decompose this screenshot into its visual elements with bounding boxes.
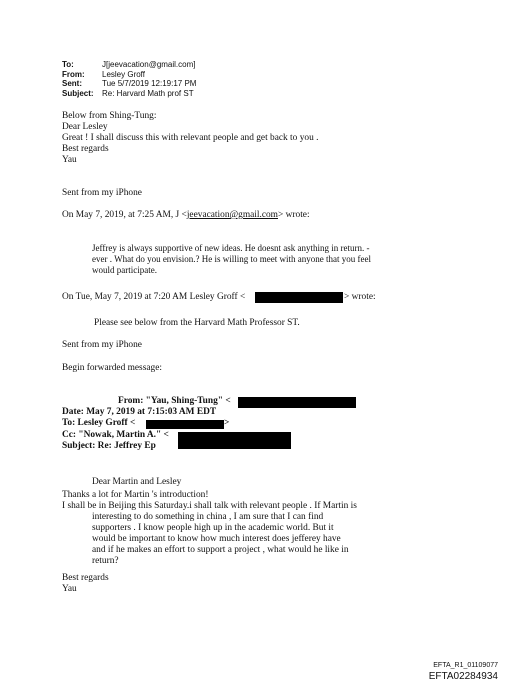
- redaction-box: [146, 420, 224, 429]
- yau-signature: Yau: [62, 584, 77, 594]
- yau-greeting: Dear Martin and Lesley: [92, 477, 182, 487]
- yau-line3: interesting to do something in china , I am sure that I can find: [92, 512, 324, 522]
- yau-line2: I shall be in Beijing this Saturday.i shall talk with relevant people . If Martin is: [62, 501, 357, 511]
- fwd-subject: Subject: Re: Jeffrey Ep: [62, 441, 156, 451]
- quote-j-line3: would participate.: [92, 265, 157, 275]
- reply1-line2: Dear Lesley: [62, 122, 108, 132]
- doc-id-primary: EFTA_R1_01109077: [433, 662, 498, 669]
- yau-line1: Thanks a lot for Martin 's introduction!: [62, 490, 209, 500]
- yau-line5: would be important to know how much interest does jefferey have: [92, 534, 341, 544]
- reply1-line5: Yau: [62, 155, 77, 165]
- doc-id-secondary: EFTA02284934: [428, 671, 498, 682]
- yau-line6: and if he makes an effort to support a project , what would he like in: [92, 545, 349, 555]
- fwd-from: From: "Yau, Shing-Tung" <: [118, 396, 231, 406]
- email-header: [62, 60, 196, 98]
- header-from-label: From:: [62, 69, 85, 79]
- header-subject: [62, 89, 196, 99]
- wrote-1-prefix: On May 7, 2019, at 7:25 AM, J <: [62, 210, 187, 220]
- fwd-date: Date: May 7, 2019 at 7:15:03 AM EDT: [62, 407, 217, 417]
- sent-from-iphone-2: Sent from my iPhone: [62, 340, 142, 350]
- quote-j-line1: Jeffrey is always supportive of new ideas. He doesnt ask anything in return. -: [92, 243, 370, 253]
- quote-lesley: Please see below from the Harvard Math Professor ST.: [94, 318, 300, 328]
- header-from-value: Lesley Groff: [102, 69, 145, 79]
- wrote-1-email-link[interactable]: jeevacation@gmail.com: [186, 210, 278, 220]
- fwd-cc: Cc: "Nowak, Martin A." <: [62, 430, 169, 440]
- yau-line7: return?: [92, 556, 119, 566]
- begin-forwarded: Begin forwarded message:: [62, 363, 162, 373]
- wrote-line-1: [62, 210, 310, 221]
- header-sent-value: Tue 5/7/2019 12:19:17 PM: [102, 79, 197, 89]
- sent-from-iphone-1: Sent from my iPhone: [62, 188, 142, 198]
- header-to-value: J[jeevacation@gmail.com]: [102, 60, 196, 69]
- fwd-to-suffix: >: [224, 418, 230, 428]
- reply1-line3: Great ! I shall discuss this with relevant people and get back to you .: [62, 133, 319, 143]
- wrote-1-suffix: > wrote:: [277, 210, 310, 220]
- wrote-line-2-suffix: > wrote:: [344, 292, 376, 302]
- header-to: [62, 60, 196, 70]
- reply1-line1: Below from Shing-Tung:: [62, 111, 157, 121]
- header-to-label: To:: [62, 60, 74, 69]
- header-from: [62, 70, 196, 80]
- yau-line4: supporters . I know people high up in the academic world. But it: [92, 523, 334, 533]
- header-sent-label: Sent:: [62, 79, 82, 89]
- redaction-box: [238, 397, 356, 408]
- yau-closing: Best regards: [62, 573, 109, 583]
- header-subject-value: Re: Harvard Math prof ST: [102, 88, 194, 98]
- reply1-line4: Best regards: [62, 144, 109, 154]
- header-sent: [62, 79, 196, 89]
- fwd-to: To: Lesley Groff <: [62, 418, 136, 428]
- redaction-box: [178, 432, 291, 449]
- wrote-line-2-prefix: On Tue, May 7, 2019 at 7:20 AM Lesley Groff <: [62, 292, 246, 302]
- quote-j-line2: ever . What do you envision.? He is willing to meet with anyone that you feel: [92, 254, 372, 264]
- redaction-box: [255, 292, 343, 303]
- header-subject-label: Subject:: [62, 88, 94, 98]
